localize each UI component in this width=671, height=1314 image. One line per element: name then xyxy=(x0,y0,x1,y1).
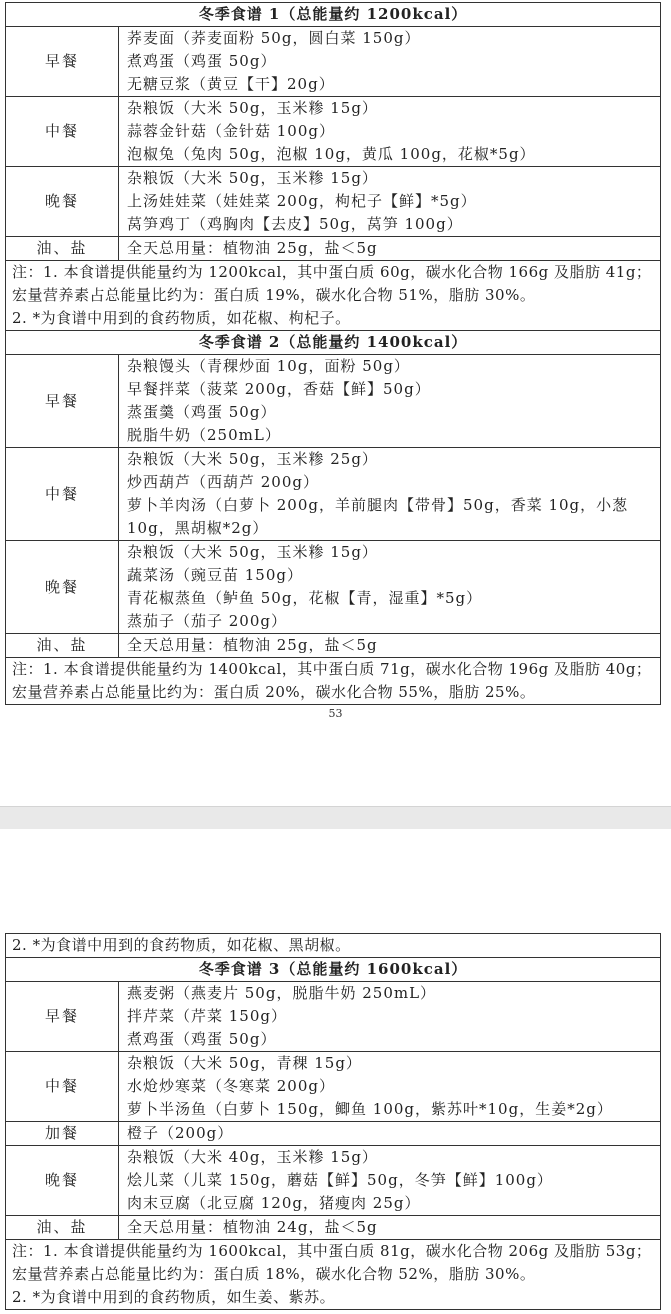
meal-name: 油、盐 xyxy=(6,237,119,261)
dish-item: 萝卜羊肉汤（白萝卜 200g，羊前腿肉【带骨】50g，香菜 10g，小葱 10g，黑胡椒*2g） xyxy=(127,496,629,537)
meal-items xyxy=(119,97,661,167)
meal-row xyxy=(6,1052,661,1122)
meal-name: 中餐 xyxy=(6,448,119,541)
meal-items xyxy=(119,237,661,261)
dish-item: 橙子（200g） xyxy=(127,1124,234,1142)
meal-name: 油、盐 xyxy=(6,634,119,658)
note-line: 2. *为食谱中用到的食药物质，如花椒、枸杞子。 xyxy=(12,309,351,327)
recipe-title: 冬季食谱 3（总能量约 1600kcal） xyxy=(6,958,661,982)
meal-name: 早餐 xyxy=(6,27,119,97)
dish-item: 上汤娃娃菜（娃娃菜 200g，枸杞子【鲜】*5g） xyxy=(127,192,477,210)
dish-item: 拌芹菜（芹菜 150g） xyxy=(127,1007,288,1025)
dish-item: 煮鸡蛋（鸡蛋 50g） xyxy=(127,1030,277,1048)
meal-row xyxy=(6,541,661,634)
dish-item: 莴笋鸡丁（鸡胸肉【去皮】50g，莴笋 100g） xyxy=(127,215,463,233)
meal-items xyxy=(119,167,661,237)
meal-name: 早餐 xyxy=(6,355,119,448)
dish-item: 青花椒蒸鱼（鲈鱼 50g，花椒【青，湿重】*5g） xyxy=(127,589,483,607)
meal-items xyxy=(119,1122,661,1146)
meal-items xyxy=(119,27,661,97)
dish-item: 杂粮饭（大米 50g，玉米糁 25g） xyxy=(127,450,378,468)
dish-item: 蔬菜汤（豌豆苗 150g） xyxy=(127,566,304,584)
meal-row xyxy=(6,237,661,261)
dish-item: 早餐拌菜（菠菜 200g，香菇【鲜】50g） xyxy=(127,380,431,398)
meal-name: 中餐 xyxy=(6,97,119,167)
dish-item: 全天总用量：植物油 25g，盐＜5g xyxy=(127,239,378,257)
dish-item: 蒜蓉金针菇（金针菇 100g） xyxy=(127,122,336,140)
note-line: 注：1. 本食谱提供能量约为 1200kcal，其中蛋白质 60g，碳水化合物 166g 及脂肪 41g；宏量营养素占总能量比约为：蛋白质 19%，碳水化合物 51%，脂肪 30%。 xyxy=(12,263,652,304)
note-line: 注：1. 本食谱提供能量约为 1600kcal，其中蛋白质 81g，碳水化合物 206g 及脂肪 53g；宏量营养素占总能量比约为：蛋白质 18%，碳水化合物 52%，脂肪 30%。 xyxy=(12,1242,652,1283)
recipe-notes xyxy=(6,1240,661,1310)
recipe-title: 冬季食谱 2（总能量约 1400kcal） xyxy=(6,331,661,355)
meal-row xyxy=(6,448,661,541)
meal-items xyxy=(119,1216,661,1240)
page-separator xyxy=(0,806,671,830)
dish-item: 无糖豆浆（黄豆【干】20g） xyxy=(127,75,335,93)
meal-row xyxy=(6,355,661,448)
table-title-row xyxy=(6,331,661,355)
dish-item: 杂粮饭（大米 50g，玉米糁 15g） xyxy=(127,169,378,187)
meal-row xyxy=(6,27,661,97)
dish-item: 水炝炒寒菜（冬寒菜 200g） xyxy=(127,1077,336,1095)
dish-item: 荞麦面（荞麦面粉 50g，圆白菜 150g） xyxy=(127,29,421,47)
meal-items xyxy=(119,1052,661,1122)
recipe-title: 冬季食谱 1（总能量约 1200kcal） xyxy=(6,3,661,27)
meal-row xyxy=(6,1146,661,1216)
dish-item: 杂粮饭（大米 50g，玉米糁 15g） xyxy=(127,543,378,561)
dish-item: 杂粮饭（大米 50g，玉米糁 15g） xyxy=(127,99,378,117)
meal-items xyxy=(119,982,661,1052)
table-title-row xyxy=(6,958,661,982)
dish-item: 杂粮饭（大米 40g，玉米糁 15g） xyxy=(127,1148,378,1166)
dish-item: 蒸蛋羹（鸡蛋 50g） xyxy=(127,403,277,421)
note-line: 注：1. 本食谱提供能量约为 1400kcal，其中蛋白质 71g，碳水化合物 196g 及脂肪 40g；宏量营养素占总能量比约为：蛋白质 20%，碳水化合物 55%，脂肪 25%。 xyxy=(12,660,652,701)
dish-item: 萝卜半汤鱼（白萝卜 150g，鲫鱼 100g，紫苏叶*10g，生姜*2g） xyxy=(127,1100,613,1118)
meal-items xyxy=(119,541,661,634)
dish-item: 杂粮馒头（青稞炒面 10g，面粉 50g） xyxy=(127,357,410,375)
meal-name: 晚餐 xyxy=(6,167,119,237)
dish-item: 燕麦粥（燕麦片 50g，脱脂牛奶 250mL） xyxy=(127,984,437,1002)
recipe-tables-page2 xyxy=(5,933,661,1310)
dish-item: 杂粮饭（大米 50g，青稞 15g） xyxy=(127,1054,362,1072)
dish-item: 煮鸡蛋（鸡蛋 50g） xyxy=(127,52,277,70)
dish-item: 炒西葫芦（西葫芦 200g） xyxy=(127,473,320,491)
dish-item: 肉末豆腐（北豆腐 120g，猪瘦肉 25g） xyxy=(127,1194,421,1212)
recipe-notes xyxy=(6,261,661,331)
meal-row xyxy=(6,167,661,237)
dish-item: 全天总用量：植物油 25g，盐＜5g xyxy=(127,636,378,654)
notes-row xyxy=(6,261,661,331)
meal-name: 早餐 xyxy=(6,982,119,1052)
meal-name: 加餐 xyxy=(6,1122,119,1146)
dish-item: 全天总用量：植物油 24g，盐＜5g xyxy=(127,1218,378,1236)
page-number: 53 xyxy=(328,707,343,720)
document-page-54 xyxy=(0,829,671,1314)
recipe-notes xyxy=(6,658,661,705)
meal-row xyxy=(6,634,661,658)
dish-item: 烩儿菜（儿菜 150g，蘑菇【鲜】50g，冬笋【鲜】100g） xyxy=(127,1171,553,1189)
notes-row xyxy=(6,1240,661,1310)
meal-items xyxy=(119,448,661,541)
dish-item: 蒸茄子（茄子 200g） xyxy=(127,612,288,630)
meal-row xyxy=(6,1122,661,1146)
meal-row xyxy=(6,97,661,167)
dish-item: 脱脂牛奶（250mL） xyxy=(127,426,281,444)
meal-row xyxy=(6,982,661,1052)
recipe-tables-page1 xyxy=(5,2,661,705)
meal-items xyxy=(119,355,661,448)
carryover-note: 2. *为食谱中用到的食药物质，如花椒、黑胡椒。 xyxy=(6,934,661,958)
carryover-note-row xyxy=(6,934,661,958)
table-title-row xyxy=(6,3,661,27)
meal-name: 中餐 xyxy=(6,1052,119,1122)
note-line: 2. *为食谱中用到的食药物质，如生姜、紫苏。 xyxy=(12,1288,336,1306)
meal-items xyxy=(119,634,661,658)
notes-row xyxy=(6,658,661,705)
meal-row xyxy=(6,1216,661,1240)
meal-name: 晚餐 xyxy=(6,1146,119,1216)
meal-name: 晚餐 xyxy=(6,541,119,634)
meal-items xyxy=(119,1146,661,1216)
meal-name: 油、盐 xyxy=(6,1216,119,1240)
dish-item: 泡椒兔（兔肉 50g，泡椒 10g，黄瓜 100g，花椒*5g） xyxy=(127,145,536,163)
